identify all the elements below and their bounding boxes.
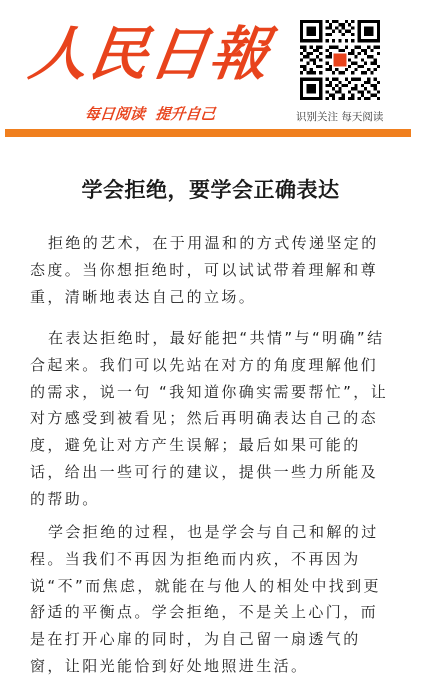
- qr-caption: 识别关注 每天阅读: [296, 111, 384, 123]
- paragraph-2: 在表达拒绝时，最好能把“共情”与“明确”结合起来。我们可以先站在对方的角度理解他们的需求，说一句 “我知道你确实需要帮忙”，让对方感受到被看见；然后再明确表达自己的态度，避免让对方产生误解；最后如果可能的话，给出一些可行的建议，提供一些力所能及的帮助。: [30, 329, 389, 508]
- slogan: 每日阅读 提升自己: [84, 105, 217, 123]
- paragraph-1: 拒绝的艺术，在于用温和的方式传递坚定的态度。当你想拒绝时，可以试试带着理解和尊重，清晰地表达自己的立场。: [30, 234, 379, 306]
- newspaper-header: [0, 0, 421, 128]
- masthead-logo: 人民日報: [25, 20, 275, 88]
- paragraph-3: 学会拒绝的过程，也是学会与自己和解的过程。当我们不再因为拒绝而内疚，不再因为说“不”而焦虑，就能在与他人的相处中找到更舒适的平衡点。学会拒绝，不是关上心门，而是在打开心扉的同时，为自己留一扇透气的窗，让阳光能恰到好处地照进生活。: [30, 523, 381, 675]
- article-title: 学会拒绝，要学会正确表达: [81, 178, 340, 202]
- article-body: [0, 148, 421, 673]
- qr-code-icon[interactable]: [300, 20, 380, 100]
- header-divider-bar: [5, 129, 411, 137]
